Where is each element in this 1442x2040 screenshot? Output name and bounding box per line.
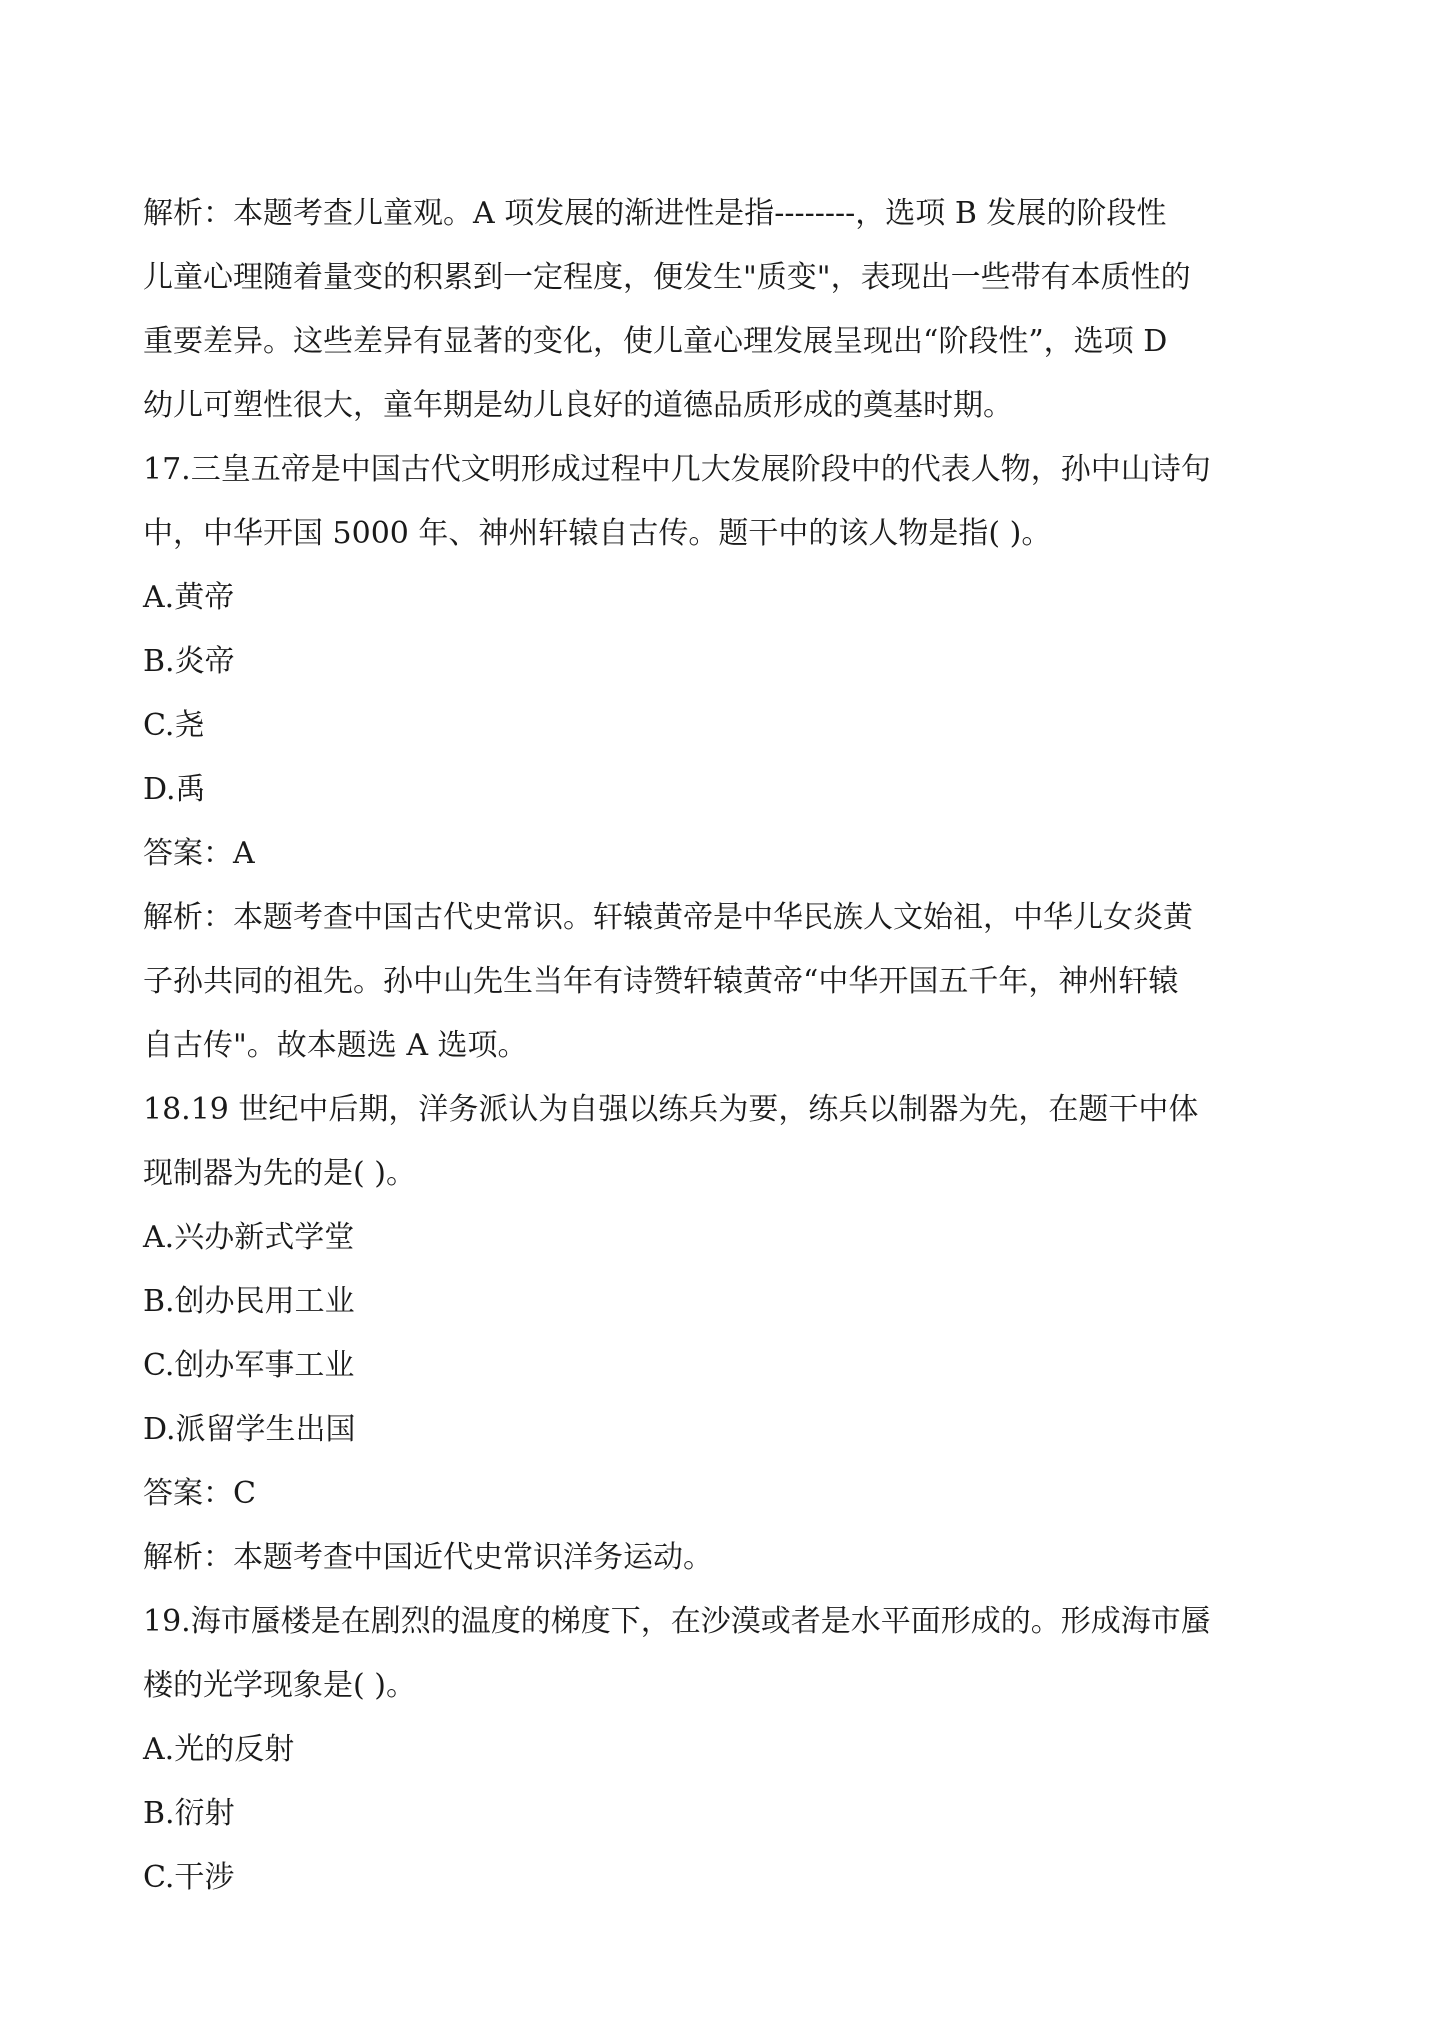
option-a: A.黄帝 (143, 580, 235, 615)
question-18 (143, 1078, 1323, 1206)
analysis-line: 子孙共同的祖先。孙中山先生当年有诗赞轩辕黄帝“中华开国五千年，神州轩辕 (143, 964, 1179, 999)
option-d: D.禹 (143, 772, 206, 807)
question-17 (143, 438, 1323, 566)
option-c: C.尧 (143, 708, 205, 743)
analysis-line: 重要差异。这些差异有显著的变化，使儿童心理发展呈现出“阶段性”，选项 D (143, 324, 1168, 359)
analysis-17 (143, 886, 1323, 1078)
question-text-line: 18.19 世纪中后期，洋务派认为自强以练兵为要，练兵以制器为先，在题干中体 (143, 1092, 1199, 1127)
answer-17: 答案：A (143, 836, 255, 871)
question-text-line: 现制器为先的是( )。 (143, 1156, 416, 1191)
analysis-line: 解析：本题考查中国古代史常识。轩辕黄帝是中华民族人文始祖，中华儿女炎黄 (143, 900, 1193, 935)
analysis-line: 自古传"。故本题选 A 选项。 (143, 1028, 528, 1063)
option-c: C.创办军事工业 (143, 1348, 355, 1383)
analysis-line: 儿童心理随着量变的积累到一定程度，便发生"质变"，表现出一些带有本质性的 (143, 260, 1191, 295)
analysis-18: 解析：本题考查中国近代史常识洋务运动。 (143, 1540, 713, 1575)
analysis-line: 幼儿可塑性很大，童年期是幼儿良好的道德品质形成的奠基时期。 (143, 388, 1013, 423)
option-b: B.衍射 (143, 1796, 235, 1831)
question-text-line: 中，中华开国 5000 年、神州轩辕自古传。题干中的该人物是指( )。 (143, 516, 1052, 551)
option-a: A.光的反射 (143, 1732, 295, 1767)
question-text-line: 17.三皇五帝是中国古代文明形成过程中几大发展阶段中的代表人物，孙中山诗句 (143, 452, 1211, 487)
option-c: C.干涉 (143, 1860, 235, 1895)
analysis-line: 解析：本题考查儿童观。A 项发展的渐进性是指--------，选项 B 发展的阶段性 (143, 196, 1167, 231)
document-page (143, 182, 1323, 1910)
option-b: B.创办民用工业 (143, 1284, 355, 1319)
question-19 (143, 1590, 1323, 1718)
question-text-line: 楼的光学现象是( )。 (143, 1668, 416, 1703)
option-a: A.兴办新式学堂 (143, 1220, 355, 1255)
option-d: D.派留学生出国 (143, 1412, 356, 1447)
analysis-16 (143, 182, 1323, 438)
answer-18: 答案：C (143, 1476, 256, 1511)
question-text-line: 19.海市蜃楼是在剧烈的温度的梯度下，在沙漠或者是水平面形成的。形成海市蜃 (143, 1604, 1211, 1639)
option-b: B.炎帝 (143, 644, 235, 679)
